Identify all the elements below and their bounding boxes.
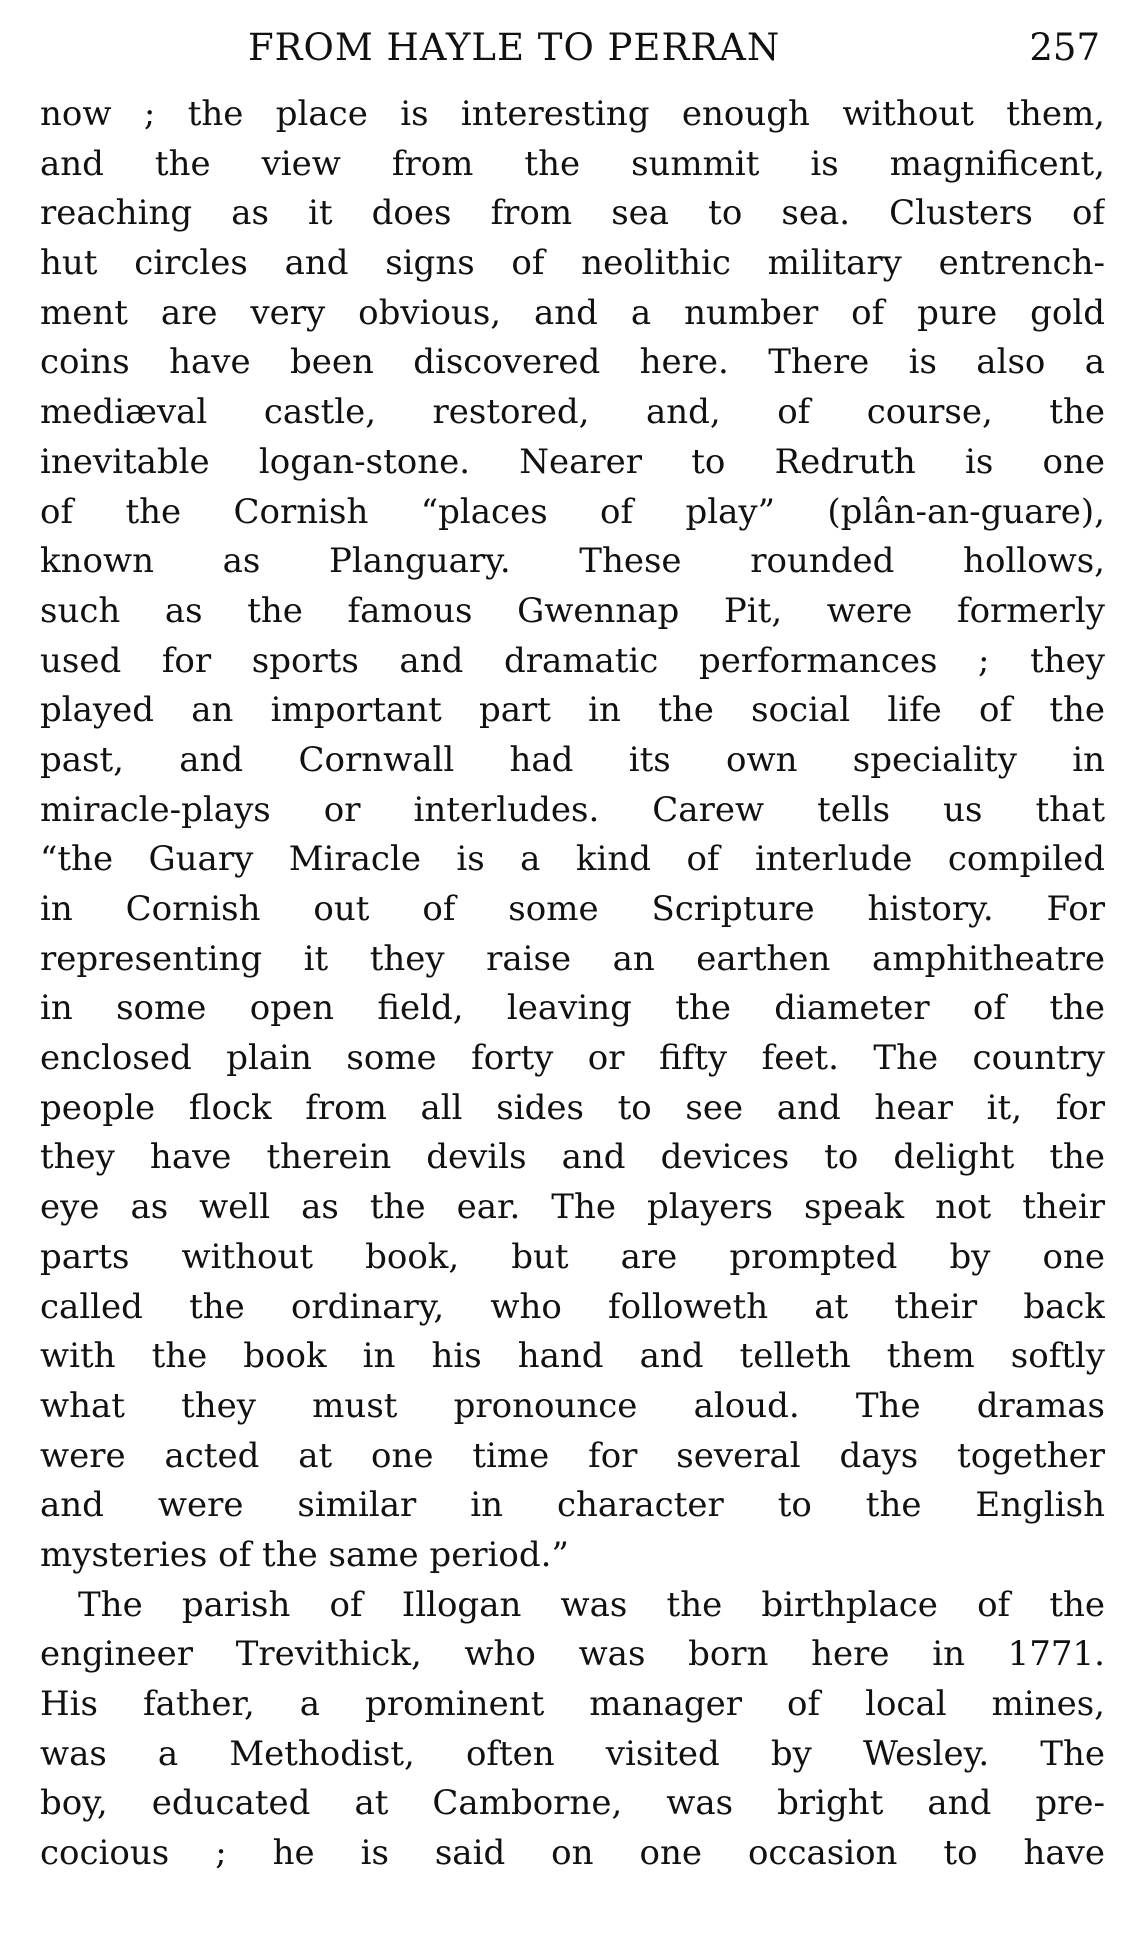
text-line: “the Guary Miracle is a kind of interlude compiled bbox=[40, 839, 1105, 880]
paragraph-1 bbox=[40, 90, 1105, 1581]
text-line: now ; the place is interesting enough without them, bbox=[40, 94, 1105, 134]
text-line: past, and Cornwall had its own speciality in bbox=[40, 739, 1105, 780]
text-line: and the view from the summit is magnificent, bbox=[40, 143, 1105, 184]
running-head bbox=[40, 18, 1100, 78]
text-line: coins have been discovered here. There is also a bbox=[40, 342, 1105, 383]
text-line: cocious ; he is said on one occasion to have bbox=[40, 1833, 1105, 1874]
text-line: boy, educated at Camborne, was bright and pre- bbox=[40, 1783, 1105, 1824]
text-line: and were similar in character to the English bbox=[40, 1485, 1105, 1526]
page-number: 257 bbox=[1029, 26, 1100, 69]
text-line: parts without book, but are prompted by one bbox=[40, 1236, 1105, 1277]
text-line: played an important part in the social life of the bbox=[40, 690, 1105, 731]
text-line: of the Cornish “places of play” (plân-an-guare), bbox=[40, 491, 1105, 532]
text-line: representing it they raise an earthen amphitheatre bbox=[40, 938, 1105, 979]
text-line: hut circles and signs of neolithic military entrench- bbox=[40, 243, 1105, 284]
text-line: mediæval castle, restored, and, of course, the bbox=[40, 392, 1105, 433]
text-line: eye as well as the ear. The players speak not their bbox=[40, 1187, 1105, 1228]
text-line: mysteries of the same period.” bbox=[40, 1534, 569, 1575]
text-line: enclosed plain some forty or fifty feet. The country bbox=[40, 1038, 1105, 1079]
text-line: The parish of Illogan was the birthplace of the bbox=[78, 1584, 1105, 1625]
text-line: people flock from all sides to see and hear it, for bbox=[40, 1087, 1105, 1128]
text-line: what they must pronounce aloud. The dramas bbox=[40, 1385, 1105, 1426]
text-line: ment are very obvious, and a number of pure gold bbox=[40, 292, 1105, 333]
text-line: inevitable logan-stone. Nearer to Redruth is one bbox=[40, 441, 1105, 482]
text-line: in some open field, leaving the diameter of the bbox=[40, 988, 1105, 1029]
text-line: known as Planguary. These rounded hollows, bbox=[40, 541, 1105, 582]
text-line: they have therein devils and devices to delight the bbox=[40, 1137, 1105, 1178]
text-line: called the ordinary, who followeth at their back bbox=[40, 1286, 1105, 1327]
text-line: engineer Trevithick, who was born here in 1771. bbox=[40, 1634, 1105, 1675]
text-line: were acted at one time for several days together bbox=[40, 1435, 1105, 1476]
text-line: was a Methodist, often visited by Wesley. The bbox=[40, 1733, 1105, 1774]
running-title: FROM HAYLE TO PERRAN bbox=[248, 26, 781, 69]
text-line: reaching as it does from sea to sea. Clusters of bbox=[40, 193, 1105, 234]
text-line: His father, a prominent manager of local mines, bbox=[40, 1684, 1105, 1724]
text-line: such as the famous Gwennap Pit, were formerly bbox=[40, 590, 1105, 631]
text-line: used for sports and dramatic performances ; they bbox=[40, 640, 1105, 681]
text-line: in Cornish out of some Scripture history. For bbox=[40, 889, 1105, 929]
text-line: with the book in his hand and telleth them softly bbox=[40, 1336, 1105, 1377]
paragraph-2 bbox=[40, 1581, 1105, 1879]
text-line: miracle-plays or interludes. Carew tells us that bbox=[40, 789, 1105, 830]
body-text bbox=[40, 90, 1105, 1879]
